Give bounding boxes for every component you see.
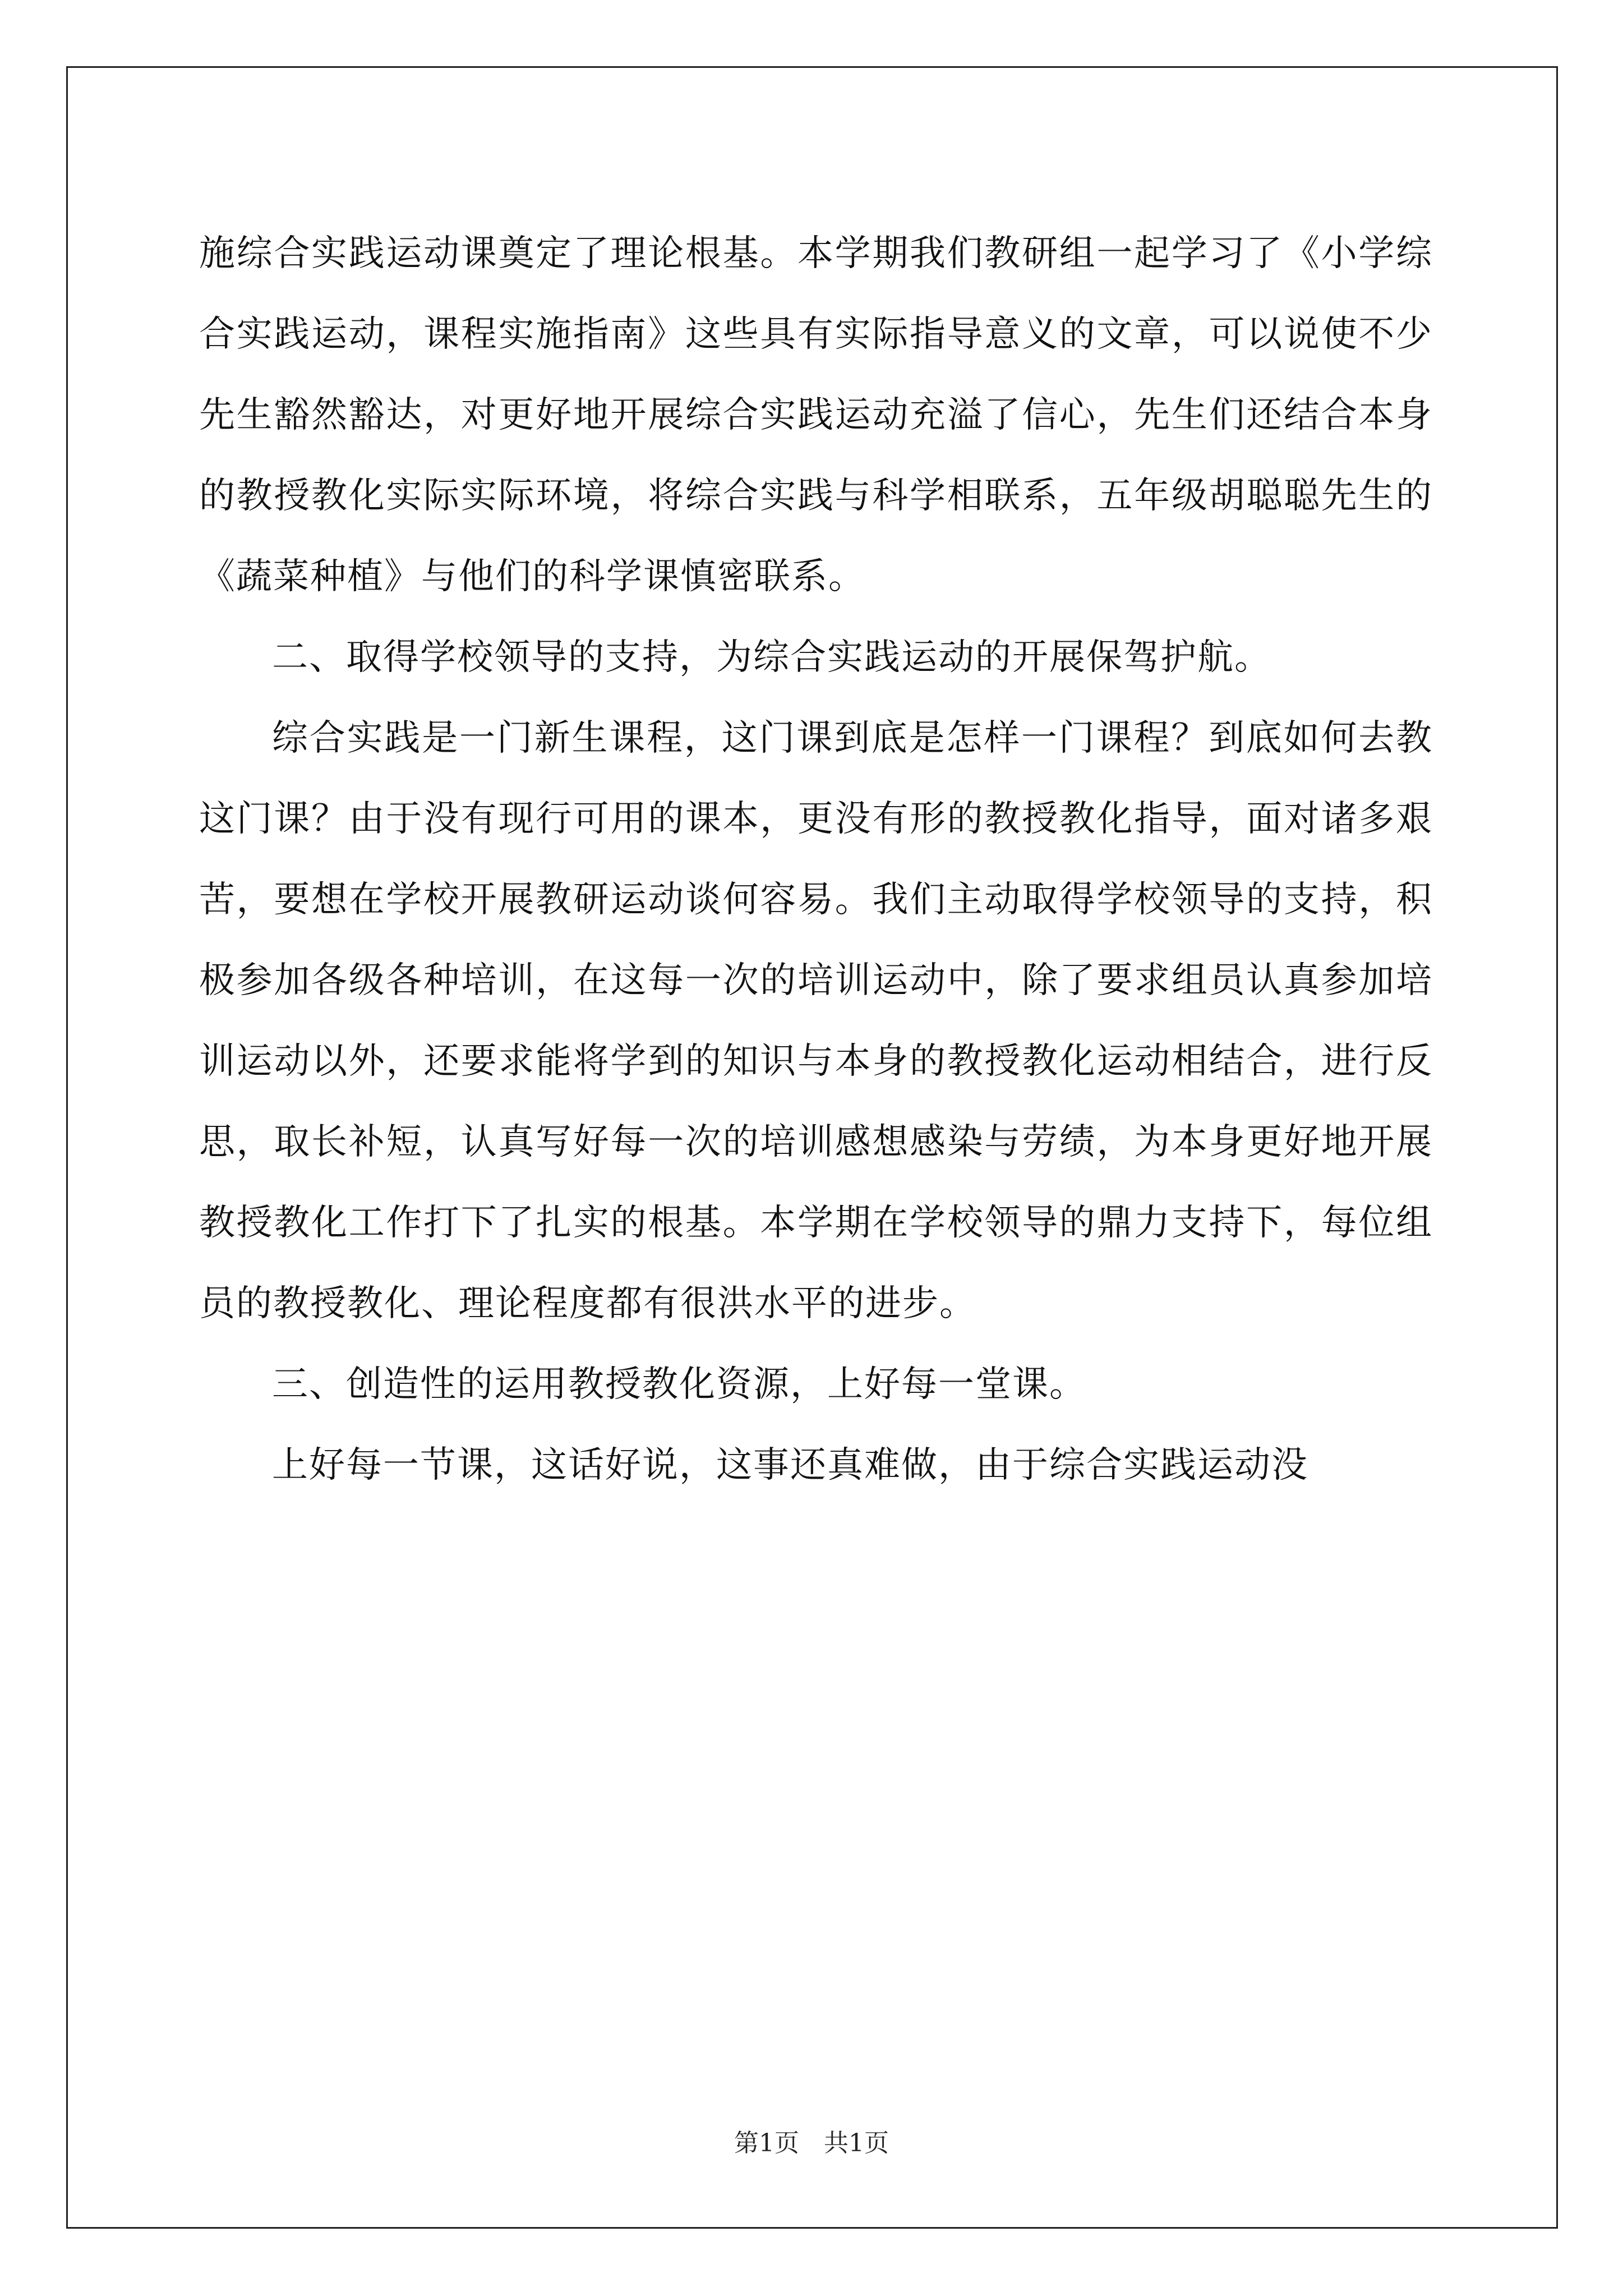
- paragraph: 施综合实践运动课奠定了理论根基。本学期我们教研组一起学习了《小学综合实践运动，课程实施指南》这些具有实际指导意义的文章，可以说使不少先生豁然豁达，对更好地开展综合实践运动充溢了信心，先生们还结合本身的教授教化实际实际环境，将综合实践与科学相联系，五年级胡聪聪先生的《蔬菜种植》与他们的科学课慎密联系。: [199, 233, 1433, 597]
- paragraph: 上好每一节课，这话好说，这事还真难做，由于综合实践运动没: [272, 1444, 1308, 1486]
- paragraph: 综合实践是一门新生课程，这门课到底是怎样一门课程？到底如何去教这门课？由于没有现行可用的课本，更没有形的教授教化指导，面对诸多艰苦，要想在学校开展教研运动谈何容易。我们主动取得学校领导的支持，积极参加各级各种培训，在这每一次的培训运动中，除了要求组员认真参加培训运动以外，还要求能将学到的知识与本身的教授教化运动相结合，进行反思，取长补短，认真写好每一次的培训感想感染与劳绩，为本身更好地开展教授教化工作打下了扎实的根基。本学期在学校领导的鼎力支持下，每位组员的教授教化、理论程度都有很洪水平的进步。: [199, 717, 1433, 1324]
- section-heading: 二、取得学校领导的支持，为综合实践运动的开展保驾护航。: [272, 637, 1271, 678]
- page-number-footer: 第1页 共1页: [734, 2129, 889, 2157]
- section-heading: 三、创造性的运用教授教化资源，上好每一堂课。: [272, 1364, 1086, 1405]
- document-body: [199, 213, 1433, 1506]
